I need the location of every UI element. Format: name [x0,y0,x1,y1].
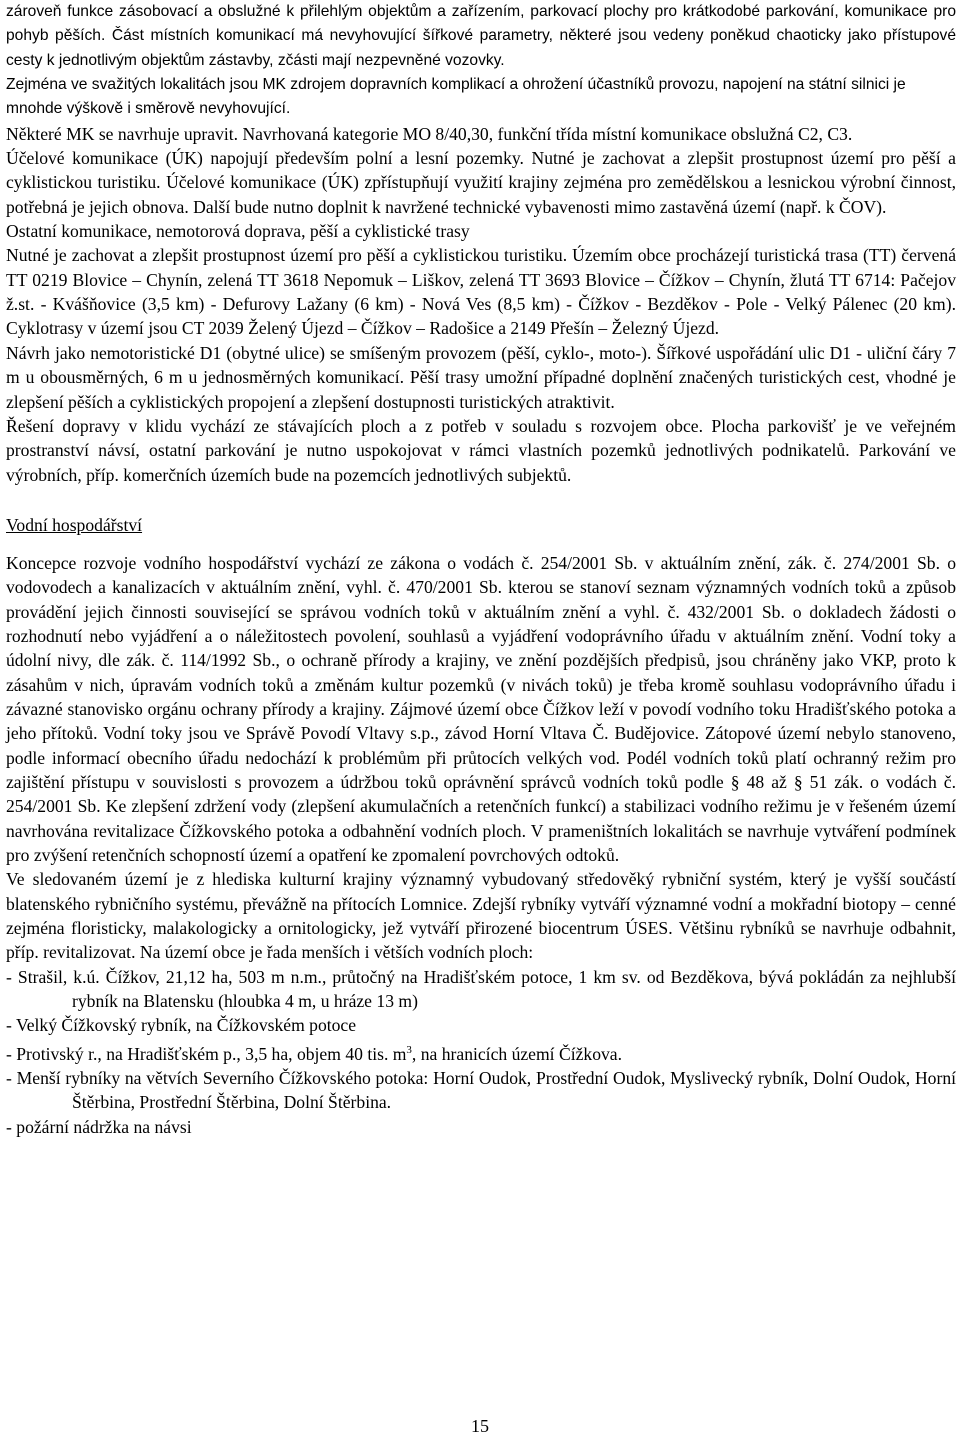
list-item-protivsky [6,1038,956,1066]
page-number: 15 [471,1416,489,1436]
list-item-fire-reservoir [6,1115,956,1139]
list-text: požární nádržka na návsi [16,1116,192,1137]
list-item-smaller-ponds [6,1066,956,1115]
paragraph-pond-system: Ve sledovaném území je z hlediska kulturní krajiny významný vybudovaný středověký rybniční systém, který je vyšší součástí blatenského rybničního systému, převážně na přítocích Lomnice. Zdejší rybníky vytváří významné vodní a mokřadní biotopy – cenné zejména floristicky, malakologicky a ornitologicky, jež vytváří přirozené biocentrum ÚSES. Většinu rybníků se navrhuje odbahnit, příp. revitalizovat. Na území obce je řada menších i větších vodních ploch: [6,869,956,963]
list-text: Velký Čížkovský rybník, na Čížkovském potoce [15,1015,357,1036]
paragraph-parking: Řešení dopravy v klidu vychází ze stávajících ploch a z potřeb v souladu s rozvojem obce. Plocha parkovišť je ve veřejném prostranství návsí, ostatní parkování je nutno uspokojovat v rámci vlastních pozemků jednotlivých podnikatelů. Parkování ve výrobních, příp. komerčních územích bude na pozemcích jednotlivých subjektů. [6,415,956,485]
paragraph-sloped-areas: Zejména ve svažitých lokalitách jsou MK zdrojem dopravních komplikací a ohrožení účastníků provozu, napojení na státní silnici je mnohde výškově i směrově nevyhovující. [6,76,906,118]
list-text: Menší rybníky na větvích Severního Čížkovského potoka: Horní Oudok, Prostřední Oudok, Myslivecký rybník, Dolní Oudok, Horní Štěrbina, Prostřední Štěrbina, Dolní Štěrbina. [16,1067,956,1113]
paragraph-other-roads-title: Ostatní komunikace, nemotorová doprava, pěší a cyklistické trasy [6,221,470,242]
list-dash: - [6,1043,17,1064]
list-dash: - [6,966,18,987]
document-page [6,0,956,1139]
list-text: Protivský r., na Hradišťském p., 3,5 ha, objem 40 tis. m [16,1043,407,1064]
list-dash: - [6,1116,17,1137]
paragraph-road-category: Některé MK se navrhuje upravit. Navrhovaná kategorie MO 8/40,30, funkční třída místní komunikace obslužná C2, C3. [6,123,853,144]
paragraph-purpose-roads: Účelové komunikace (ÚK) napojují především polní a lesní pozemky. Nutné je zachovat a zlepšit prostupnost území pro pěší a cyklistickou turistiku. Účelové komunikace (ÚK) zpřístupňují využití krajiny zejména pro zemědělskou a lesnickou výrobní činnost, potřebná je jejich obnova. Další bude nutno doplnit k navržené technické vybavenosti mimo zastavěná území (např. k ČOV). [6,148,956,217]
paragraph-tourist-trails: Nutné je zachovat a zlepšit prostupnost území pro pěší a cyklistickou turistiku. Územím obce procházejí turistická trasa (TT) červená TT 0219 Blovice – Chynín, zelená TT 3618 Nepomuk – Liškov, zelená TT 3693 Blovice – Čížkov – Chynín, žlutá TT 6714: Pačejov ž.st. - Kvášňovice (3,5 km) - Defurovy Lažany (6 km) - Nová Ves (8,5 km) - Čížkov - Bezděkov - Pole - Velký Pálenec (20 km). Cyklotrasy v území jsou CT 2039 Želený Újezd – Čížkov – Radošice a 2149 Přešín – Železný Újezd. [6,245,956,339]
paragraph-water-concept: Koncepce rozvoje vodního hospodářství vychází ze zákona o vodách č. 254/2001 Sb. v aktuálním znění, zák. č. 274/2001 Sb. o vodovodech a kanalizacích v aktuálním znění, vyhl. č. 470/2001 Sb. kterou se stanoví seznam významných vodních toků a způsob provádění jejich činnosti související se správou vodních toků v aktuálním znění a vyhl. č. 432/2001 Sb. o dokladech žádosti o rozhodnutí nebo vyjádření a o náležitostech povolení, souhlasů a vyjádření vodoprávního úřadu v aktuálním znění. Vodní toky a údolní nivy, dle zák. č. 114/1992 Sb., o ochraně přírody a krajiny, ve znění pozdějších předpisů, jsou chráněny jako VKP, proto k zásahům v nich, úpravám vodních toků a změnám kultur pozemků (v nivách toků) je třeba kromě souhlasu vodoprávního úřadu i závazné stanovisko orgánu ochrany přírody a krajiny. Zájmové území obce Čížkov leží v povodí vodního toku Hradišťského potoka a jeho přítoků. Vodní toky jsou ve Správě Povodí Vltavy s.p., závod Horní Vltava Č. Budějovice. Zátopové území nebylo stanoveno, podle informací obecního úřadu nedochází k problémům při průtocích velkých vod. Podél vodních toků platí ochranný režim pro zajištění přístupu v souvislosti s provozem a údržbou toků oprávnění správců vodních toků podle § 48 až § 51 zák. o vodách č. 254/2001 Sb. Ke zlepšení zdržení vody (zlepšení akumulačních a retenčních funkcí) a stabilizaci vodního režimu je v řešeném území navrhována revitalizace Čížkovského potoka a odbahnění vodních ploch. V prameništních lokalitách se navrhuje vytváření podmínek pro zvýšení retenčních schopností území a opatření ke zpomalení povrchových odtoků. [6,552,956,865]
list-text: , na hranicích území Čížkova. [411,1043,622,1064]
paragraph-roads-intro: zároveň funkce zásobovací a obslužné k přilehlým objektům a zařízením, parkovací plochy pro krátkodobé parkování, komunikace pro pohyb pěších. Část místních komunikací má nevyhovující šířkové parametry, některé jsou vedeny poněkud chaoticky jako přístupové cesty k jednotlivým objektům zástavby, zčásti mají nezpevněné vozovky. [6,3,956,69]
list-item-strasil [6,965,956,1014]
list-superscript: 3 [406,1043,412,1056]
list-item-velky-cizkovsky [6,1013,956,1037]
section-heading-water: Vodní hospodářství [6,514,143,535]
list-text: Strašil, k.ú. Čížkov, 21,12 ha, 503 m n.m., průtočný na Hradišťském potoce, 1 km sv. od Bezděkova, bývá pokládán za nejhlubší rybník na Blatensku (hloubka 4 m, u hráze 13 m) [17,966,956,1012]
paragraph-d1-proposal: Návrh jako nemotoristické D1 (obytné ulice) se smíšeným provozem (pěší, cyklo-, moto-). Šířkové uspořádání ulic D1 - uliční čáry 7 m u obousměrných, 6 m u jednosměrných komunikací. Pěší trasy umožní případné doplnění značených turistických cest, vhodné je zlepšení pěších a cyklistických propojení a zlepšení dostupnosti turistických atraktivit. [6,342,956,412]
list-dash: - [6,1015,16,1036]
list-dash: - [6,1067,17,1088]
